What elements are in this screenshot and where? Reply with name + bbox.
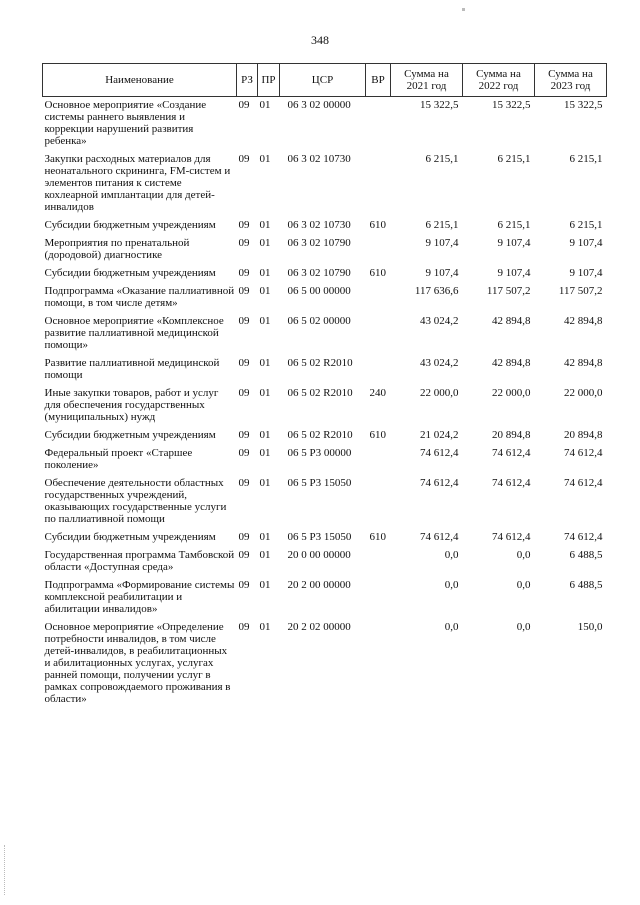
header-sum-2021: Сумма на 2021 год bbox=[391, 64, 463, 97]
cell-csr: 06 3 02 10730 bbox=[287, 153, 351, 165]
cell-sum-2023: 74 612,4 bbox=[564, 531, 603, 543]
cell-name: Государственная программа Тамбовской области «Доступная среда» bbox=[44, 549, 235, 573]
cell-vr bbox=[366, 283, 391, 313]
cell-pr: 01 bbox=[259, 549, 271, 561]
cell-csr: 20 2 00 00000 bbox=[287, 579, 351, 591]
cell-sum-2023: 9 107,4 bbox=[569, 267, 603, 279]
cell-name: Субсидии бюджетным учреждениям bbox=[44, 531, 216, 543]
cell-rz: 09 bbox=[238, 219, 250, 231]
cell-sum-2023: 22 000,0 bbox=[564, 387, 603, 399]
cell-rz: 09 bbox=[238, 549, 250, 561]
cell-sum-2021: 0,0 bbox=[444, 579, 459, 591]
cell-sum-2021: 74 612,4 bbox=[420, 531, 459, 543]
table-row bbox=[43, 547, 607, 577]
cell-sum-2022: 0,0 bbox=[516, 549, 531, 561]
cell-sum-2021: 21 024,2 bbox=[420, 429, 459, 441]
cell-sum-2021: 15 322,5 bbox=[420, 99, 459, 111]
cell-name: Закупки расходных материалов для неонатального скрининга, FM-систем и элементов питания к системе кохлеарной имплантации для детей-инвалидов bbox=[44, 153, 231, 213]
cell-name: Подпрограмма «Формирование системы комплексной реабилитации и абилитации инвалидов» bbox=[44, 579, 235, 615]
cell-rz: 09 bbox=[238, 99, 250, 111]
cell-csr: 06 5 02 R2010 bbox=[287, 387, 353, 399]
cell-vr: 610 bbox=[369, 531, 386, 543]
header-pr: ПР bbox=[258, 64, 280, 97]
table-row bbox=[43, 217, 607, 235]
header-rz: РЗ bbox=[237, 64, 258, 97]
cell-sum-2022: 0,0 bbox=[516, 621, 531, 633]
table-row bbox=[43, 427, 607, 445]
cell-csr: 06 5 02 R2010 bbox=[287, 429, 353, 441]
table-row bbox=[43, 265, 607, 283]
scan-edge-marks bbox=[4, 845, 7, 895]
cell-name: Мероприятия по пренатальной (дородовой) диагностике bbox=[44, 237, 190, 261]
table-row bbox=[43, 577, 607, 619]
table-row bbox=[43, 235, 607, 265]
cell-vr: 610 bbox=[369, 429, 386, 441]
cell-sum-2023: 20 894,8 bbox=[564, 429, 603, 441]
cell-sum-2022: 6 215,1 bbox=[497, 153, 531, 165]
scan-mark bbox=[462, 8, 465, 11]
cell-name: Федеральный проект «Старшее поколение» bbox=[44, 447, 193, 471]
cell-sum-2021: 22 000,0 bbox=[420, 387, 459, 399]
cell-sum-2022: 42 894,8 bbox=[492, 357, 531, 369]
cell-sum-2022: 9 107,4 bbox=[497, 267, 531, 279]
header-sum-2023: Сумма на 2023 год bbox=[535, 64, 607, 97]
table-row bbox=[43, 313, 607, 355]
cell-sum-2021: 6 215,1 bbox=[425, 219, 459, 231]
cell-name: Основное мероприятие «Определение потребности инвалидов, в том числе детей-инвалидов, в реабилитационных и абилитационных услугах, услугах ранней помощи, получении услуг в рамках сопровождаемого проживания в области» bbox=[44, 621, 231, 705]
cell-csr: 06 5 02 00000 bbox=[287, 315, 351, 327]
cell-name: Обеспечение деятельности областных государственных учреждений, оказывающих государственные услуги по паллиативной помощи bbox=[44, 477, 227, 525]
cell-name: Основное мероприятие «Комплексное развитие паллиативной медицинской помощи» bbox=[44, 315, 224, 351]
cell-rz: 09 bbox=[238, 429, 250, 441]
header-sum-2022: Сумма на 2022 год bbox=[463, 64, 535, 97]
table-row bbox=[43, 385, 607, 427]
cell-pr: 01 bbox=[259, 357, 271, 369]
cell-csr: 06 3 02 10790 bbox=[287, 267, 351, 279]
cell-sum-2023: 6 215,1 bbox=[569, 219, 603, 231]
cell-name: Субсидии бюджетным учреждениям bbox=[44, 219, 216, 231]
cell-sum-2021: 9 107,4 bbox=[425, 237, 459, 249]
cell-name: Подпрограмма «Оказание паллиативной помощи, в том числе детям» bbox=[44, 285, 235, 309]
cell-pr: 01 bbox=[259, 429, 271, 441]
cell-vr: 610 bbox=[369, 267, 386, 279]
cell-rz: 09 bbox=[238, 531, 250, 543]
cell-sum-2023: 74 612,4 bbox=[564, 447, 603, 459]
cell-sum-2023: 6 215,1 bbox=[569, 153, 603, 165]
cell-name: Основное мероприятие «Создание системы раннего выявления и коррекции нарушений развития ребенка» bbox=[44, 99, 207, 147]
cell-vr: 610 bbox=[369, 219, 386, 231]
cell-vr bbox=[366, 475, 391, 529]
table-body bbox=[43, 97, 607, 710]
cell-rz: 09 bbox=[238, 621, 250, 633]
cell-csr: 06 5 P3 15050 bbox=[287, 477, 352, 489]
cell-sum-2021: 43 024,2 bbox=[420, 315, 459, 327]
cell-sum-2022: 117 507,2 bbox=[486, 285, 531, 297]
cell-sum-2021: 74 612,4 bbox=[420, 447, 459, 459]
cell-name: Развитие паллиативной медицинской помощи bbox=[44, 357, 220, 381]
cell-sum-2022: 9 107,4 bbox=[497, 237, 531, 249]
cell-pr: 01 bbox=[259, 447, 271, 459]
cell-sum-2022: 74 612,4 bbox=[492, 477, 531, 489]
cell-pr: 01 bbox=[259, 531, 271, 543]
cell-name: Иные закупки товаров, работ и услуг для обеспечения государственных (муниципальных) нужд bbox=[44, 387, 219, 423]
header-vr: ВР bbox=[366, 64, 391, 97]
cell-sum-2022: 20 894,8 bbox=[492, 429, 531, 441]
cell-pr: 01 bbox=[259, 621, 271, 633]
cell-vr bbox=[366, 313, 391, 355]
cell-rz: 09 bbox=[238, 387, 250, 399]
table-row bbox=[43, 529, 607, 547]
cell-sum-2023: 42 894,8 bbox=[564, 315, 603, 327]
cell-sum-2023: 42 894,8 bbox=[564, 357, 603, 369]
cell-csr: 06 5 P3 15050 bbox=[287, 531, 352, 543]
cell-vr bbox=[366, 547, 391, 577]
table-row bbox=[43, 445, 607, 475]
cell-vr bbox=[366, 577, 391, 619]
cell-sum-2021: 117 636,6 bbox=[414, 285, 459, 297]
cell-sum-2021: 6 215,1 bbox=[425, 153, 459, 165]
cell-sum-2022: 15 322,5 bbox=[492, 99, 531, 111]
header-csr: ЦСР bbox=[280, 64, 366, 97]
cell-sum-2021: 0,0 bbox=[444, 621, 459, 633]
table-row bbox=[43, 475, 607, 529]
cell-vr bbox=[366, 619, 391, 709]
cell-vr bbox=[366, 97, 391, 152]
cell-sum-2021: 9 107,4 bbox=[425, 267, 459, 279]
cell-sum-2023: 15 322,5 bbox=[564, 99, 603, 111]
cell-pr: 01 bbox=[259, 579, 271, 591]
table-row bbox=[43, 283, 607, 313]
budget-table bbox=[42, 63, 607, 709]
cell-rz: 09 bbox=[238, 153, 250, 165]
cell-rz: 09 bbox=[238, 579, 250, 591]
cell-sum-2022: 0,0 bbox=[516, 579, 531, 591]
header-name: Наименование bbox=[43, 64, 237, 97]
cell-vr bbox=[366, 355, 391, 385]
cell-sum-2023: 6 488,5 bbox=[569, 579, 603, 591]
cell-pr: 01 bbox=[259, 285, 271, 297]
table-header-row bbox=[43, 64, 607, 97]
cell-sum-2021: 43 024,2 bbox=[420, 357, 459, 369]
page-number: 348 bbox=[311, 33, 329, 47]
cell-sum-2023: 150,0 bbox=[577, 621, 603, 633]
cell-csr: 20 2 02 00000 bbox=[287, 621, 351, 633]
cell-sum-2023: 6 488,5 bbox=[569, 549, 603, 561]
cell-name: Субсидии бюджетным учреждениям bbox=[44, 429, 216, 441]
cell-pr: 01 bbox=[259, 387, 271, 399]
cell-sum-2022: 42 894,8 bbox=[492, 315, 531, 327]
cell-sum-2022: 74 612,4 bbox=[492, 531, 531, 543]
cell-sum-2021: 0,0 bbox=[444, 549, 459, 561]
cell-pr: 01 bbox=[259, 99, 271, 111]
cell-rz: 09 bbox=[238, 315, 250, 327]
cell-sum-2022: 6 215,1 bbox=[497, 219, 531, 231]
cell-vr bbox=[366, 235, 391, 265]
cell-vr: 240 bbox=[369, 387, 386, 399]
cell-vr bbox=[366, 151, 391, 217]
cell-sum-2022: 74 612,4 bbox=[492, 447, 531, 459]
cell-pr: 01 bbox=[259, 237, 271, 249]
cell-pr: 01 bbox=[259, 267, 271, 279]
cell-rz: 09 bbox=[238, 477, 250, 489]
table-row bbox=[43, 151, 607, 217]
cell-rz: 09 bbox=[238, 357, 250, 369]
table-row bbox=[43, 619, 607, 709]
cell-pr: 01 bbox=[259, 477, 271, 489]
cell-csr: 06 3 02 10730 bbox=[287, 219, 351, 231]
cell-pr: 01 bbox=[259, 153, 271, 165]
cell-name: Субсидии бюджетным учреждениям bbox=[44, 267, 216, 279]
cell-rz: 09 bbox=[238, 447, 250, 459]
cell-sum-2021: 74 612,4 bbox=[420, 477, 459, 489]
cell-csr: 20 0 00 00000 bbox=[287, 549, 351, 561]
cell-csr: 06 3 02 10790 bbox=[287, 237, 351, 249]
cell-rz: 09 bbox=[238, 285, 250, 297]
cell-csr: 06 5 02 R2010 bbox=[287, 357, 353, 369]
table-row bbox=[43, 355, 607, 385]
cell-sum-2023: 9 107,4 bbox=[569, 237, 603, 249]
cell-sum-2023: 74 612,4 bbox=[564, 477, 603, 489]
cell-pr: 01 bbox=[259, 219, 271, 231]
cell-csr: 06 5 P3 00000 bbox=[287, 447, 352, 459]
cell-sum-2023: 117 507,2 bbox=[558, 285, 603, 297]
table-row bbox=[43, 97, 607, 152]
cell-rz: 09 bbox=[238, 237, 250, 249]
cell-vr bbox=[366, 445, 391, 475]
cell-csr: 06 3 02 00000 bbox=[287, 99, 351, 111]
cell-rz: 09 bbox=[238, 267, 250, 279]
cell-sum-2022: 22 000,0 bbox=[492, 387, 531, 399]
cell-pr: 01 bbox=[259, 315, 271, 327]
cell-csr: 06 5 00 00000 bbox=[287, 285, 351, 297]
